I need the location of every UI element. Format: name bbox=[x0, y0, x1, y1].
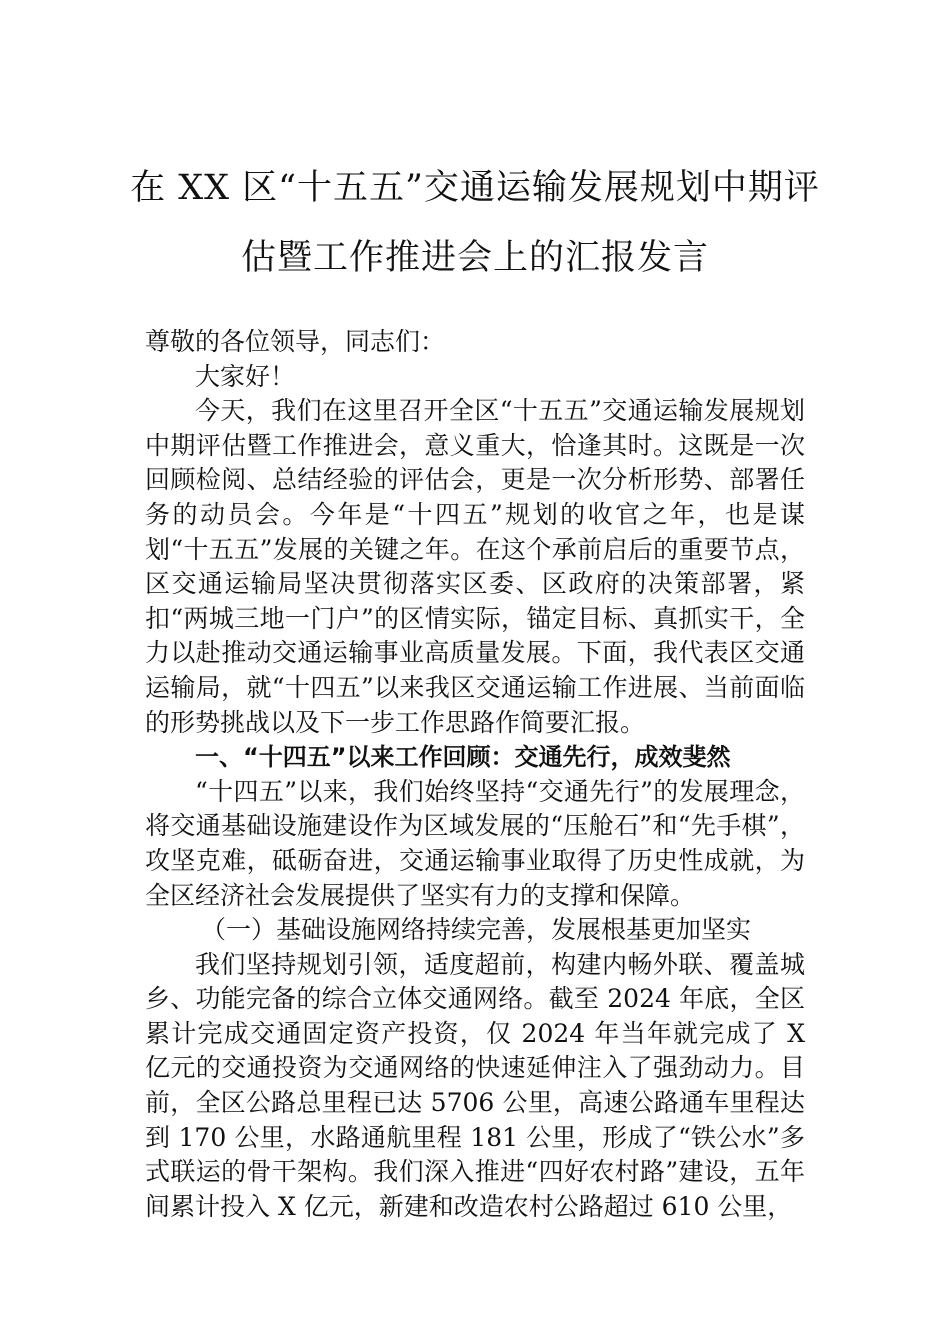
salutation: 尊敬的各位领导，同志们： bbox=[145, 327, 446, 356]
subsection-1-paragraph: 我们坚持规划引领，适度超前，构建内畅外联、覆盖城乡、功能完备的综合立体交通网络。截至 2024 年底，全区累计完成交通固定资产投资，仅 2024 年当年就完成了 X 亿元的交通投资为交通网络的快速延伸注入了强劲动力。目前，全区公路总里程已达 5706 公里，高速公路通车里程达到 170 公里，水路通航里程 181 公里，形成了“铁公水”多式联运的骨干架构。我们深入推进“四好农村路”建设，五年间累计投入 X 亿元，新建和改造农村公路超过 610 公里， bbox=[145, 949, 805, 1221]
subsection-1-heading: （一）基础设施网络持续完善，发展根基更加坚实 bbox=[201, 915, 752, 945]
intro-paragraph: 今天，我们在这里召开全区“十五五”交通运输发展规划中期评估暨工作推进会，意义重大，恰逢其时。这既是一次回顾检阅、总结经验的评估会，更是一次分析形势、部署任务的动员会。今年是“十四五”规划的收官之年，也是谋划“十五五”发展的关键之年。在这个承前启后的重要节点，区交通运输局坚决贯彻落实区委、区政府的决策部署，紧扣“两城三地一门户”的区情实际，锚定目标、真抓实干，全力以赴推动交通运输事业高质量发展。下面，我代表区交通运输局，就“十四五”以来我区交通运输工作进展、当前面临的形势挑战以及下一步工作思路作简要汇报。 bbox=[145, 396, 805, 737]
document-title-line-1: 在 XX 区“十五五”交通运输发展规划中期评 bbox=[130, 168, 820, 208]
section-1-heading: 一、“十四五”以来工作回顾：交通先行，成效斐然 bbox=[195, 743, 731, 772]
section-1-paragraph: “十四五”以来，我们始终坚持“交通先行”的发展理念，将交通基础设施建设作为区域发展的“压舱石”和“先手棋”，攻坚克难，砥砺奋进，交通运输事业取得了历史性成就，为全区经济社会发展提供了坚实有力的支撑和保障。 bbox=[145, 776, 805, 910]
document-body bbox=[145, 325, 805, 1224]
document-title-line-2: 估暨工作推进会上的汇报发言 bbox=[240, 238, 709, 278]
greeting: 大家好！ bbox=[195, 361, 296, 391]
